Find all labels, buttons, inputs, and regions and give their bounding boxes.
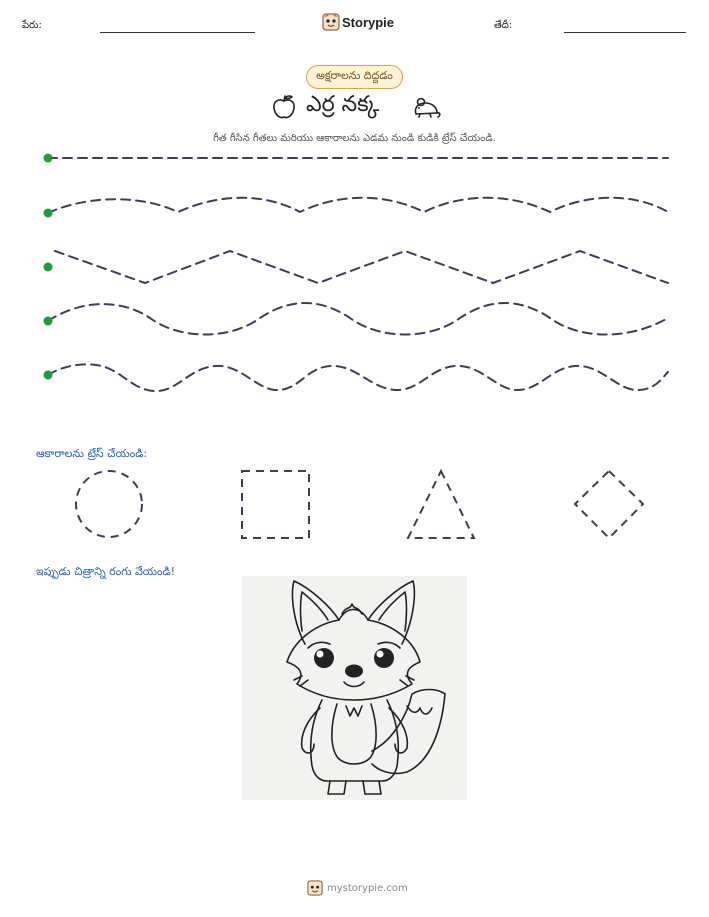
start-dot [44,209,53,218]
fox-mascot-icon [322,13,340,31]
worksheet-title: ఎర్ర నక్క [306,92,380,117]
footer-fox-icon [307,880,323,896]
trace-line-zigzag [44,251,669,283]
trace-line-gentle-wave [44,198,669,218]
name-line[interactable] [100,32,255,33]
start-dot [44,317,53,326]
trace-shape-triangle [408,471,474,538]
coloring-heading: ఇప్పుడు చిత్రాన్ని రంగు వేయండి! [36,565,176,578]
apple-icon [270,93,298,121]
tracing-lines-area[interactable] [0,140,709,400]
fox-illustration [242,576,467,800]
date-label: తేదీ: [494,20,513,31]
footer-url[interactable]: mystorypie.com [327,883,408,894]
start-dot [44,371,53,380]
trace-shape-diamond [575,471,643,538]
trace-line-straight [44,154,669,163]
instructions-text: గీత గీసిన గీతలు మరియు ఆకారాలను ఎడమ నుండి కుడికి ట్రేస్ చేయండి. [213,133,496,144]
trace-shape-square [242,471,309,538]
start-dot [44,154,53,163]
coloring-picture[interactable] [242,576,467,800]
start-dot [44,263,53,272]
shapes-heading: ఆకారాలను ట్రేస్ చేయండి: [36,447,148,460]
date-line[interactable] [564,32,686,33]
mouse-icon [410,94,442,120]
tracing-shapes-area[interactable] [0,460,709,550]
trace-line-tight-wave [44,364,669,391]
trace-line-wave [44,303,669,335]
name-label: పేరు: [22,20,42,31]
trace-shape-circle [76,471,142,537]
worksheet-badge: అక్షరాలను దిద్దడం [306,65,403,89]
brand-name: Storypie [342,15,395,30]
